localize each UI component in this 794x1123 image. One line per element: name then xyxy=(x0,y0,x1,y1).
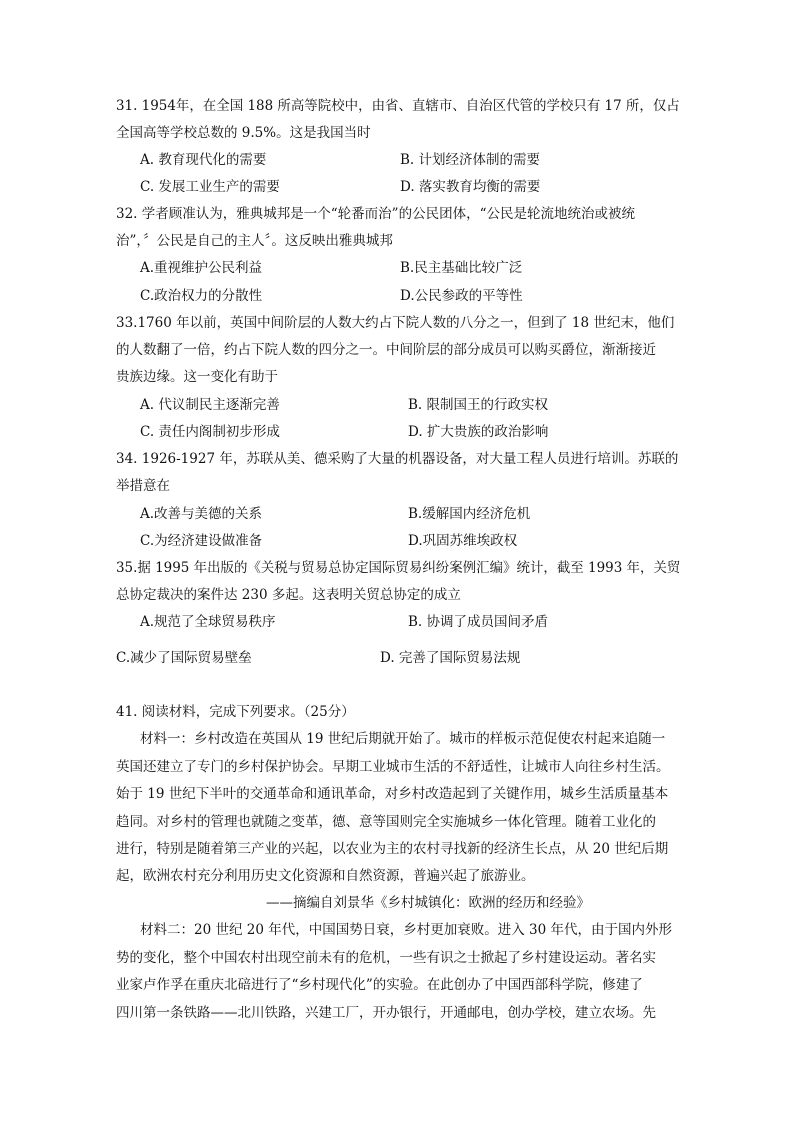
q33-option-a: A. 代议制民主逐渐完善 xyxy=(140,397,280,413)
q33-stem-line1: 33.1760 年以前，英国中间阶层的人数大约占下院人数的八分之一，但到了 18 世纪末，他们 xyxy=(116,315,675,331)
q33-option-b: B. 限制国王的行政实权 xyxy=(408,397,549,413)
q41-material2-line2: 势的变化，整个中国农村出现空前未有的危机，一些有识之士掀起了乡村建设运动。著名实 xyxy=(116,950,656,966)
q41-material1-line3: 始于 19 世纪下半叶的交通革命和通讯革命，对乡村改造起到了关键作用，城乡生活质量基本 xyxy=(116,786,669,802)
q31-option-a: A. 教育现代化的需要 xyxy=(140,152,267,168)
q32-option-d: D.公民参政的平等性 xyxy=(400,288,523,304)
q35-option-c: C.减少了国际贸易壁垒 xyxy=(116,650,252,666)
q34-option-d: D.巩固苏维埃政权 xyxy=(408,533,518,549)
q31-stem-line1: 31. 1954年，在全国 188 所高等院校中，由省、直辖市、自治区代管的学校只有 17 所，仅占 xyxy=(116,98,680,114)
q33-option-c: C. 责任内阁制初步形成 xyxy=(140,424,280,440)
q32-stem-line1: 32. 学者顾准认为，雅典城邦是一个“轮番而治”的公民团体，“公民是轮流地统治或被统 xyxy=(116,206,635,222)
q34-stem-line1: 34. 1926-1927 年，苏联从美、德采购了大量的机器设备，对大量工程人员进行培训。苏联的 xyxy=(116,451,679,467)
q41-heading: 41. 阅读材料，完成下列要求。（25分） xyxy=(116,704,355,720)
q34-option-a: A.改善与美德的关系 xyxy=(140,506,263,522)
q41-material1-source: ——摘编自刘景华《乡村城镇化：欧洲的经历和经验》 xyxy=(266,895,590,911)
q31-option-b: B. 计划经济体制的需要 xyxy=(400,152,541,168)
q31-option-d: D. 落实教育均衡的需要 xyxy=(400,179,541,195)
q35-option-b: B. 协调了成员国间矛盾 xyxy=(408,614,549,630)
q34-stem-line2: 举措意在 xyxy=(116,478,170,494)
q33-option-d: D. 扩大贵族的政治影响 xyxy=(408,424,549,440)
q32-option-c: C.政治权力的分散性 xyxy=(140,288,263,304)
q41-material1-line4: 趋同。对乡村的管理也就随之变革，德、意等国则完全实施城乡一体化管理。随着工业化的 xyxy=(116,814,656,830)
q41-material1-line1: 材料一：乡村改造在英国从 19 世纪后期就开始了。城市的样板示范促使农村起来追随一 xyxy=(140,731,666,747)
q32-option-a: A.重视维护公民利益 xyxy=(140,260,263,276)
q41-material2-line4: 四川第一条铁路——北川铁路，兴建工厂，开办银行，开通邮电，创办学校，建立农场。先 xyxy=(116,1005,656,1021)
q35-stem-line1: 35.据 1995 年出版的《关税与贸易总协定国际贸易纠纷案例汇编》统计，截至 1993 年，关贸 xyxy=(116,560,681,576)
q33-stem-line3: 贵族边缘。这一变化有助于 xyxy=(116,369,278,385)
q33-stem-line2: 的人数翻了一倍，约占下院人数的四分之一。中间阶层的部分成员可以购买爵位，渐渐接近 xyxy=(116,342,656,358)
q35-option-d: D. 完善了国际贸易法规 xyxy=(380,650,521,666)
q31-option-c: C. 发展工业生产的需要 xyxy=(140,179,280,195)
q41-material1-line6: 起，欧洲农村充分利用历史文化资源和自然资源，普遍兴起了旅游业。 xyxy=(116,868,535,884)
q35-stem-line2: 总协定裁决的案件达 230 多起。这表明关贸总协定的成立 xyxy=(116,587,461,603)
q31-stem-line2: 全国高等学校总数的 9.5%。这是我国当时 xyxy=(116,125,371,141)
q32-option-b: B.民主基础比较广泛 xyxy=(400,260,523,276)
q34-option-c: C.为经济建设做准备 xyxy=(140,533,263,549)
q41-material1-line5: 进行，特别是随着第三产业的兴起，以农业为主的农村寻找新的经济生长点，从 20 世纪后期 xyxy=(116,841,669,857)
q32-stem-line2: 治”，〞公民是自己的主人〞。这反映出雅典城邦 xyxy=(116,233,393,249)
q41-material1-line2: 英国还建立了专门的乡村保护协会。早期工业城市生活的不舒适性，让城市人向往乡村生活。 xyxy=(116,759,670,775)
q41-material2-line3: 业家卢作孚在重庆北碚进行了“乡村现代化”的实验。在此创办了中国西部科学院，修建了 xyxy=(116,977,643,993)
q34-option-b: B.缓解国内经济危机 xyxy=(408,506,531,522)
q35-option-a: A.规范了全球贸易秩序 xyxy=(140,614,276,630)
q41-material2-line1: 材料二：20 世纪 20 年代，中国国势日衰，乡村更加衰败。进入 30 年代，由于国内外形 xyxy=(140,922,672,938)
